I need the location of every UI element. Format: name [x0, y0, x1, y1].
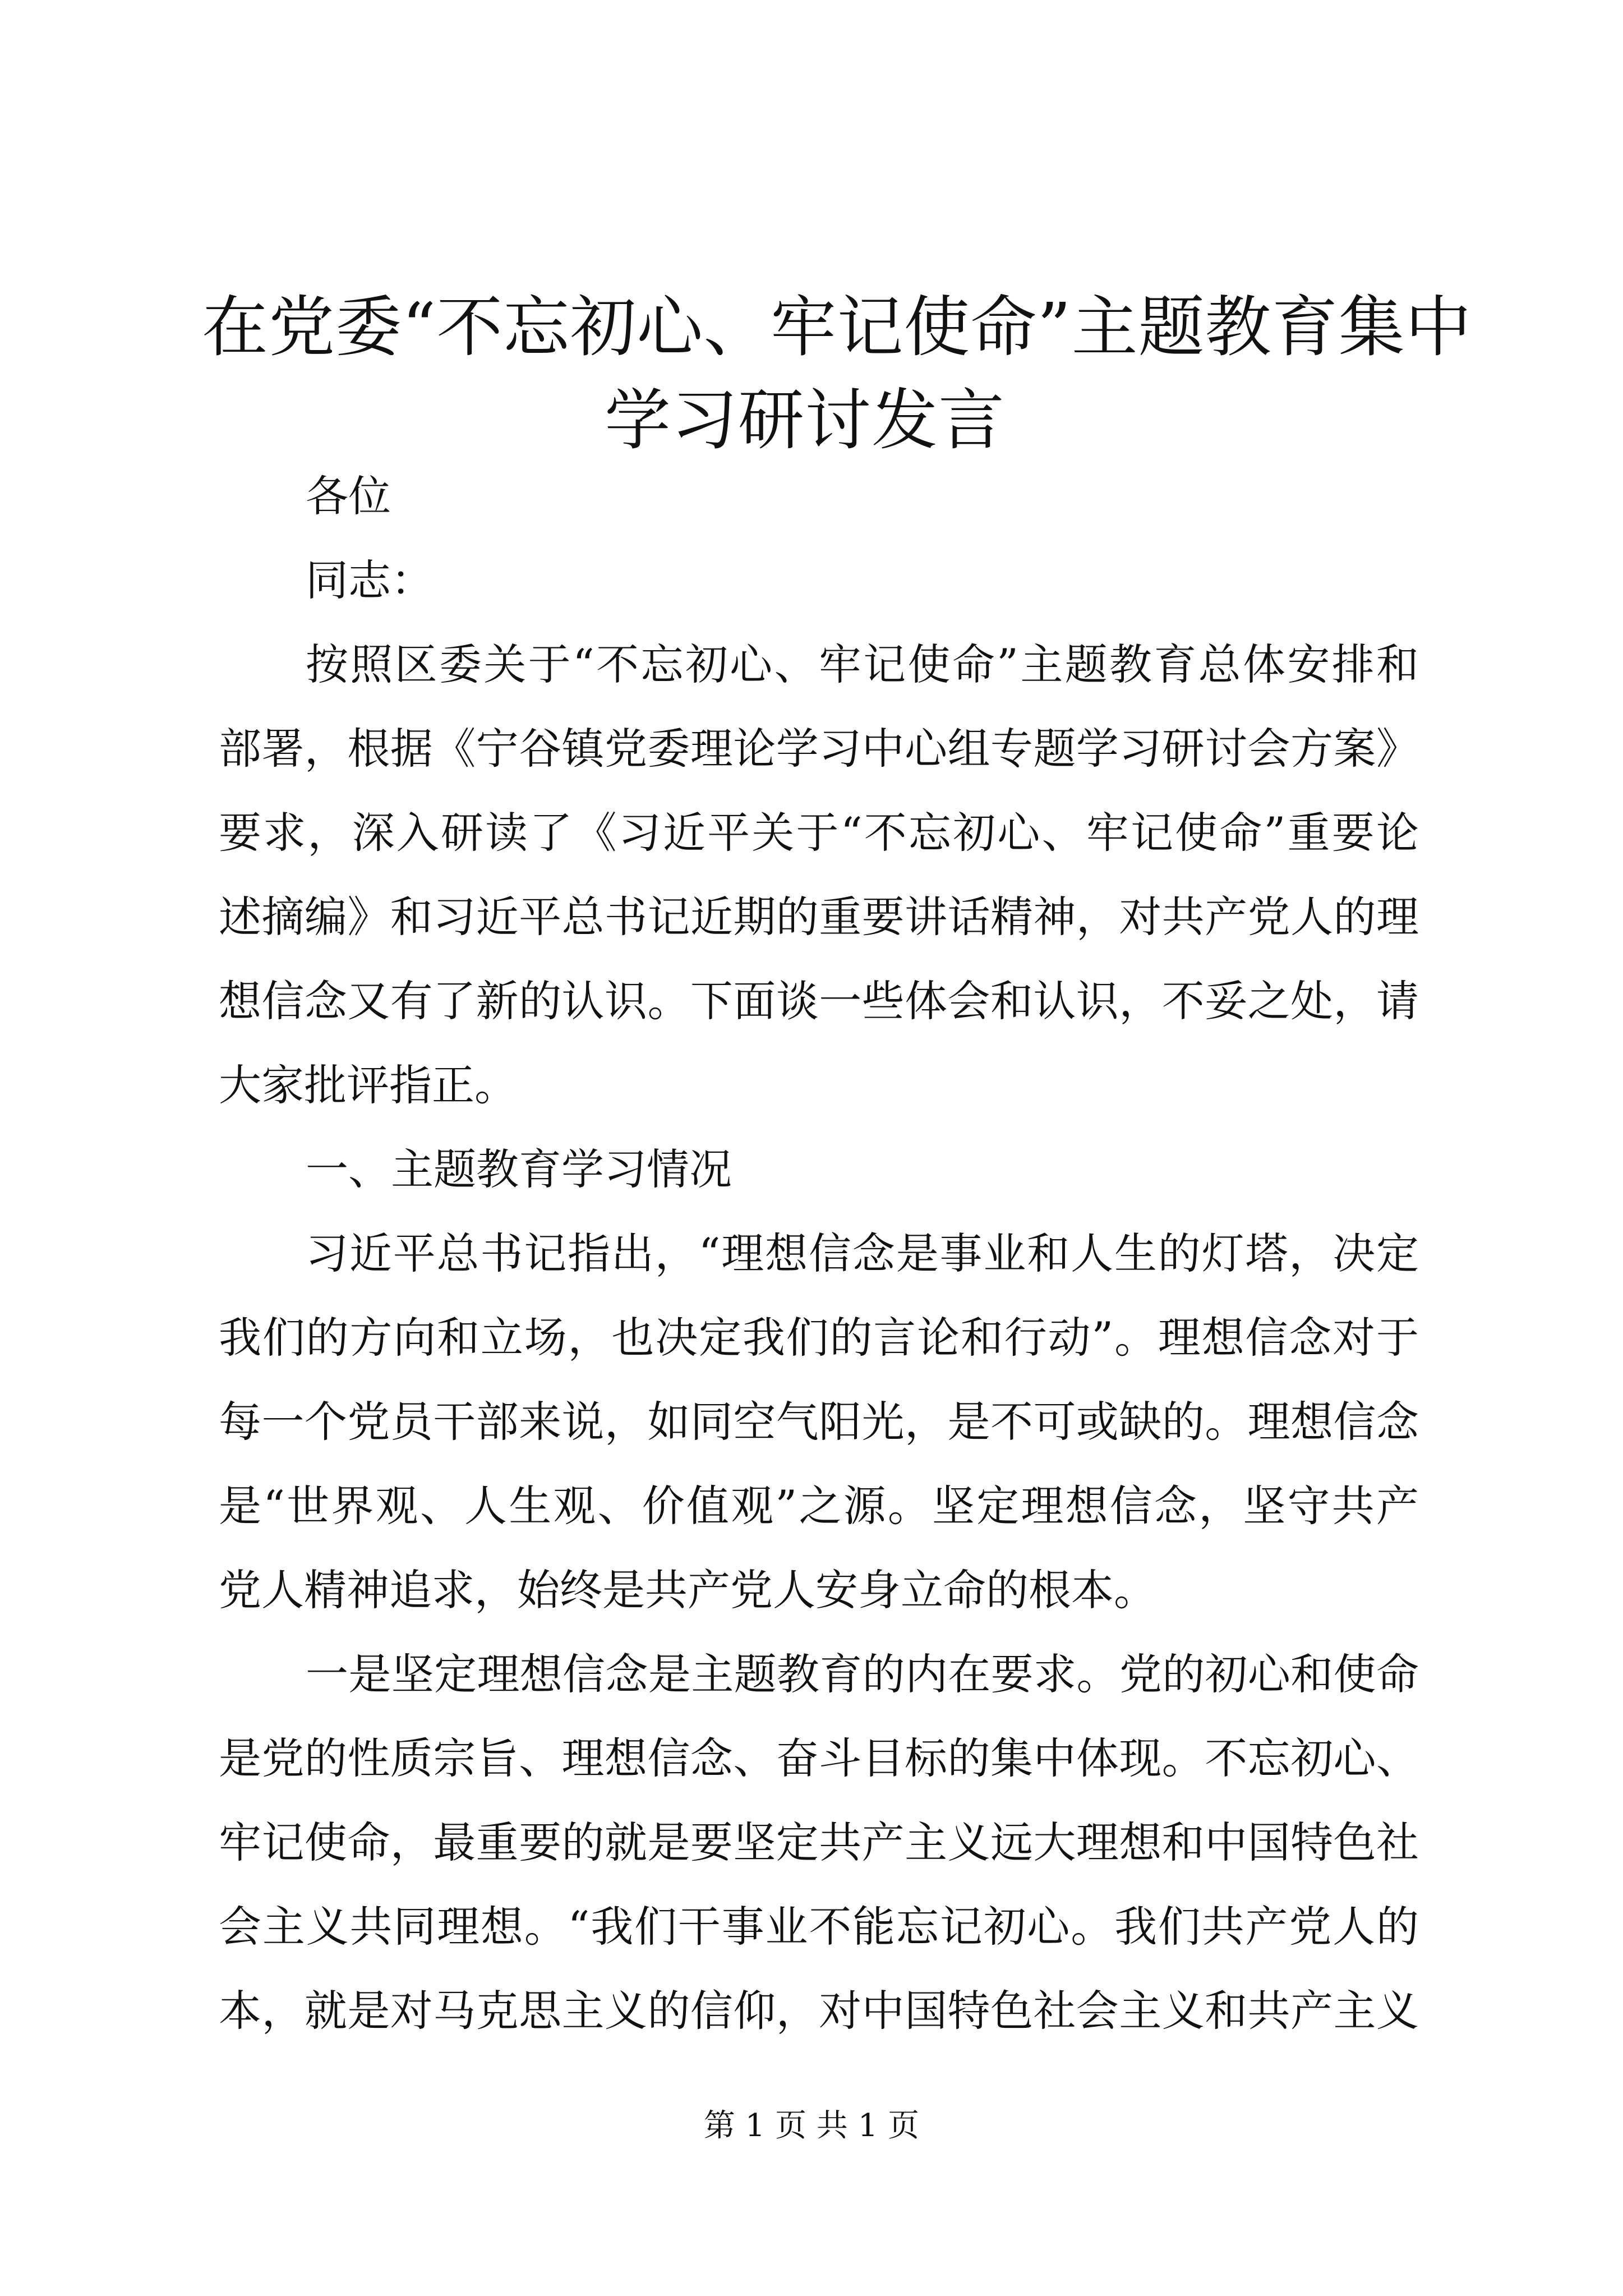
document-title — [202, 280, 1472, 467]
title-line-2: 学习研讨发言 — [604, 381, 1005, 459]
paragraph-line: 每一个党员干部来说，如同空气阳光，是不可或缺的。理想信念 — [219, 1397, 1419, 1447]
title-line-1: 在党委“不忘初心、牢记使命”主题教育集中 — [202, 288, 1472, 366]
salutation-line-2: 同志： — [306, 555, 434, 605]
paragraph-line: 想信念又有了新的认识。下面谈一些体会和认识，不妥之处，请 — [219, 976, 1419, 1026]
page-footer: 第 1 页 共 1 页 — [703, 2108, 920, 2144]
paragraph-line: 部署，根据《宁谷镇党委理论学习中心组专题学习研讨会方案》 — [219, 724, 1419, 774]
paragraph-line: 按照区委关于“不忘初心、牢记使命”主题教育总体安排和 — [306, 639, 1419, 689]
paragraph-line: 是“世界观、人生观、价值观”之源。坚定理想信念，坚守共产 — [219, 1481, 1419, 1531]
paragraph-line: 要求，深入研读了《习近平关于“不忘初心、牢记使命”重要论 — [219, 808, 1419, 858]
paragraph-line: 习近平总书记指出，“理想信念是事业和人生的灯塔，决定 — [306, 1228, 1419, 1278]
paragraph-line: 我们的方向和立场，也决定我们的言论和行动”。理想信念对于 — [219, 1313, 1419, 1363]
paragraph-line: 一是坚定理想信念是主题教育的内在要求。党的初心和使命 — [306, 1649, 1419, 1699]
section-heading: 一、主题教育学习情况 — [306, 1144, 732, 1194]
paragraph-line: 是党的性质宗旨、理想信念、奋斗目标的集中体现。不忘初心、 — [219, 1733, 1419, 1783]
paragraph-line: 大家批评指正。 — [219, 1060, 517, 1110]
paragraph-line: 述摘编》和习近平总书记近期的重要讲话精神，对共产党人的理 — [219, 892, 1419, 942]
paragraph-line: 本，就是对马克思主义的信仰，对中国特色社会主义和共产主义 — [219, 1986, 1419, 2036]
paragraph-line: 会主义共同理想。“我们干事业不能忘记初心。我们共产党人的 — [219, 1902, 1419, 1952]
paragraph-line: 牢记使命，最重要的就是要坚定共产主义远大理想和中国特色社 — [219, 1818, 1419, 1867]
paragraph-line: 党人精神追求，始终是共产党人安身立命的根本。 — [219, 1565, 1156, 1615]
salutation-line-1: 各位 — [306, 471, 391, 521]
